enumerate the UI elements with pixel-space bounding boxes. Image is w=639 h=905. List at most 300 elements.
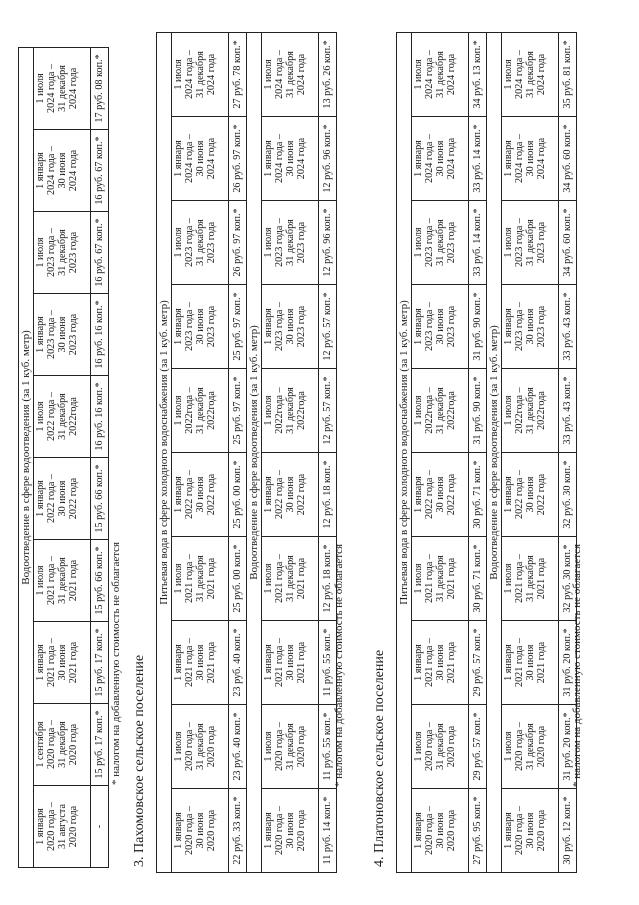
price-cell: 11 руб. 55 коп.*	[319, 621, 337, 705]
price-cell: 23 руб. 40 коп.*	[229, 621, 247, 705]
price-cell: 30 руб. 71 коп.*	[469, 453, 487, 537]
period-line: 2023 года	[296, 305, 307, 348]
price-cell: 16 руб. 67 коп.*	[91, 212, 109, 294]
period-line: 1 июля	[503, 59, 514, 90]
period-line: 2024 года –	[424, 49, 435, 99]
period-line: 2021 года –	[424, 638, 435, 687]
period-cell	[412, 32, 469, 116]
period-line: 2020 года –	[424, 722, 435, 771]
period-cell	[412, 453, 469, 537]
period-line: 1 января	[263, 308, 274, 345]
period-line: 30 июня	[525, 644, 536, 681]
period-line: 30 июня	[195, 140, 206, 177]
period-line: 30 июня	[435, 140, 446, 177]
period-line: 1 июля	[263, 59, 274, 90]
period-cell	[412, 201, 469, 285]
period-line: 2020 года –	[184, 806, 195, 855]
period-cell	[262, 369, 319, 453]
period-line: 2020 года –	[424, 806, 435, 855]
period-line: 2021 года –	[424, 554, 435, 603]
period-line: 2022 года	[446, 473, 457, 516]
period-header-row	[502, 32, 559, 872]
period-header-row	[34, 47, 91, 867]
period-line: 2023 года –	[424, 218, 435, 267]
period-line: 2023 года –	[514, 302, 525, 351]
period-line: 2024 года	[68, 149, 79, 192]
period-line: 31 декабря	[57, 557, 68, 604]
period-line: 31 декабря	[435, 51, 446, 98]
period-line: 1 января	[35, 808, 46, 845]
period-cell	[262, 117, 319, 201]
period-cell	[172, 453, 229, 537]
period-line: 2023 года –	[46, 310, 57, 359]
period-line: 31 декабря	[525, 387, 536, 434]
sewerage-tariff-table-continued	[18, 47, 109, 868]
period-line: 2023 года	[296, 221, 307, 264]
period-line: 30 июня	[435, 476, 446, 513]
period-line: 1 июля	[263, 227, 274, 258]
period-line: 2022 года	[296, 473, 307, 516]
period-line: 2022года	[68, 397, 79, 436]
period-line: 1 января	[503, 308, 514, 345]
period-line: 1 января	[35, 644, 46, 681]
period-cell	[412, 117, 469, 201]
table-caption: Водоотведение в сфере водоотведения (за 1 куб. метр)	[19, 47, 34, 867]
period-line: 2020 года –	[274, 806, 285, 855]
price-cell: 25 руб. 00 коп.*	[229, 453, 247, 537]
period-line: 1 января	[173, 308, 184, 345]
period-line: 31 декабря	[435, 387, 446, 434]
price-cell: 33 руб. 43 коп.*	[559, 369, 577, 453]
period-cell	[502, 117, 559, 201]
period-line: 1 июля	[413, 731, 424, 762]
period-line: 2021 года	[68, 559, 79, 602]
period-line: 1 июля	[263, 731, 274, 762]
period-cell	[172, 537, 229, 621]
period-line: 2020 года	[206, 809, 217, 852]
period-line: 2023 года –	[424, 302, 435, 351]
period-line: 2023 года	[446, 221, 457, 264]
price-cell: 31 руб. 20 коп.*	[559, 705, 577, 789]
water-price-row	[469, 32, 487, 872]
period-line: 31 декабря	[525, 555, 536, 602]
period-line: 2020 года –	[46, 720, 57, 769]
period-line: 1 января	[35, 480, 46, 517]
period-line: 31 декабря	[195, 219, 206, 266]
period-line: 31 декабря	[285, 51, 296, 98]
period-line: 1 января	[263, 812, 274, 849]
period-line: 30 июня	[435, 644, 446, 681]
period-line: 31 декабря	[525, 51, 536, 98]
period-line: 1 января	[413, 140, 424, 177]
period-line: 2024 года	[446, 137, 457, 180]
period-line: 1 сентября	[35, 721, 46, 768]
price-cell: 22 руб. 33 коп.*	[229, 789, 247, 873]
period-line: 2020 года	[296, 809, 307, 852]
period-line: 2023 года –	[184, 218, 195, 267]
period-line: 30 июня	[435, 812, 446, 849]
period-cell	[262, 32, 319, 116]
period-line: 2022 года –	[46, 392, 57, 441]
price-cell: 29 руб. 57 коп.*	[469, 705, 487, 789]
period-cell	[34, 540, 91, 622]
period-line: 30 июня	[57, 316, 68, 353]
period-line: 2023 года	[536, 221, 547, 264]
water-price-row	[229, 32, 247, 872]
period-line: 1 января	[263, 476, 274, 513]
period-cell	[172, 201, 229, 285]
period-cell	[34, 622, 91, 704]
period-line: 1 июля	[173, 563, 184, 594]
period-line: 2021 года	[206, 641, 217, 684]
period-line: 2021 года	[296, 557, 307, 600]
period-line: 1 января	[173, 812, 184, 849]
period-line: 2021 года	[446, 557, 457, 600]
price-cell: 26 руб. 97 коп.*	[229, 201, 247, 285]
price-cell: 33 руб. 14 коп.*	[469, 201, 487, 285]
period-line: 2023 года	[206, 305, 217, 348]
period-cell	[34, 458, 91, 540]
period-line: 1 июля	[173, 395, 184, 426]
price-cell: 33 руб. 14 коп.*	[469, 117, 487, 201]
period-line: 2021 года	[68, 641, 79, 684]
period-line: 2020 года	[446, 809, 457, 852]
price-row	[91, 47, 109, 867]
vat-footnote: * налогом на добавленную стоимость не облагается	[571, 543, 583, 787]
period-line: 1 января	[503, 140, 514, 177]
period-line: 30 июня	[285, 308, 296, 345]
period-cell	[262, 201, 319, 285]
period-line: 2024 года –	[514, 134, 525, 183]
period-line: 31 декабря	[195, 387, 206, 434]
period-line: 2023 года	[206, 221, 217, 264]
period-cell	[172, 705, 229, 789]
price-cell: 12 руб. 96 коп.*	[319, 201, 337, 285]
price-cell: 27 руб. 78 коп.*	[229, 32, 247, 116]
period-line: 31 декабря	[57, 229, 68, 276]
period-line: 2020 года	[536, 809, 547, 852]
price-cell: 25 руб. 97 коп.*	[229, 285, 247, 369]
period-line: 1 июля	[503, 227, 514, 258]
period-line: 31 декабря	[525, 723, 536, 770]
period-line: 1 июля	[263, 563, 274, 594]
period-cell	[34, 786, 91, 868]
period-line: 1 января	[173, 140, 184, 177]
period-line: 30 июня	[285, 140, 296, 177]
period-line: 1 января	[413, 812, 424, 849]
period-line: 2020 года –	[46, 802, 57, 851]
period-line: 30 июня	[525, 140, 536, 177]
period-line: 30 июня	[195, 308, 206, 345]
price-cell: 32 руб. 30 коп.*	[559, 537, 577, 621]
price-cell: 15 руб. 17 коп.*	[91, 704, 109, 786]
period-cell	[262, 705, 319, 789]
period-line: 30 июня	[57, 480, 68, 517]
period-line: 2020 года –	[274, 722, 285, 771]
period-header-row	[262, 32, 319, 872]
period-line: 1 июля	[413, 59, 424, 90]
period-line: 1 января	[503, 644, 514, 681]
section-heading: 3. Пахомовское сельское поселение	[132, 654, 147, 867]
period-line: 30 июня	[525, 476, 536, 513]
period-cell	[262, 789, 319, 873]
period-line: 1 июля	[413, 563, 424, 594]
price-cell: 16 руб. 67 коп.*	[91, 130, 109, 212]
period-line: 2024 года –	[184, 134, 195, 183]
period-line: 1 июля	[263, 395, 274, 426]
period-line: 2021 года –	[514, 554, 525, 603]
period-line: 30 июня	[285, 812, 296, 849]
period-line: 2024 года	[536, 53, 547, 96]
period-cell	[262, 453, 319, 537]
price-cell: 15 руб. 66 коп.*	[91, 458, 109, 540]
period-line: 31 декабря	[285, 723, 296, 770]
period-line: 2024 года	[296, 53, 307, 96]
period-line: 1 января	[173, 644, 184, 681]
period-cell	[34, 212, 91, 294]
price-cell: 12 руб. 18 коп.*	[319, 537, 337, 621]
period-line: 31 декабря	[57, 721, 68, 768]
period-line: 1 июля	[413, 395, 424, 426]
period-line: 2022года –	[184, 387, 195, 434]
period-line: 2020 года –	[514, 806, 525, 855]
period-cell	[502, 285, 559, 369]
period-line: 2020 года	[446, 725, 457, 768]
period-line: 2024 года	[536, 137, 547, 180]
period-line: 2021 года	[206, 557, 217, 600]
period-line: 1 июля	[35, 401, 46, 432]
period-cell	[412, 285, 469, 369]
price-cell: -	[91, 786, 109, 868]
period-line: 2021 года –	[274, 554, 285, 603]
period-line: 2024 года	[206, 137, 217, 180]
period-line: 2022 года –	[184, 470, 195, 519]
price-cell: 13 руб. 26 коп.*	[319, 32, 337, 116]
period-line: 2022 года –	[46, 474, 57, 523]
price-cell: 12 руб. 96 коп.*	[319, 117, 337, 201]
period-line: 2022 года –	[274, 470, 285, 519]
period-line: 31 декабря	[525, 219, 536, 266]
period-line: 2024 года –	[184, 49, 195, 99]
price-cell: 11 руб. 14 коп.*	[319, 789, 337, 873]
period-line: 2022 года	[536, 473, 547, 516]
period-line: 1 июля	[35, 73, 46, 104]
period-line: 2020 года	[68, 805, 79, 848]
period-line: 30 июня	[285, 476, 296, 513]
period-line: 1 июля	[173, 731, 184, 762]
period-line: 1 января	[263, 644, 274, 681]
vat-footnote: * налогом на добавленную стоимость не облагается	[333, 543, 345, 787]
period-line: 1 января	[413, 476, 424, 513]
period-cell	[412, 705, 469, 789]
price-cell: 12 руб. 57 коп.*	[319, 285, 337, 369]
price-cell: 15 руб. 17 коп.*	[91, 622, 109, 704]
period-line: 2022 года	[206, 473, 217, 516]
period-line: 31 декабря	[195, 555, 206, 602]
price-cell: 31 руб. 90 коп.*	[469, 369, 487, 453]
period-line: 2021 года	[446, 641, 457, 684]
period-line: 2024 года –	[274, 134, 285, 183]
period-line: 2020 года	[296, 725, 307, 768]
period-line: 31 декабря	[195, 51, 206, 98]
period-line: 1 июля	[503, 731, 514, 762]
period-cell	[34, 376, 91, 458]
period-line: 31 декабря	[435, 555, 446, 602]
period-cell	[34, 130, 91, 212]
period-line: 2021 года –	[46, 638, 57, 687]
period-line: 2020 года	[206, 725, 217, 768]
price-cell: 31 руб. 90 коп.*	[469, 285, 487, 369]
price-cell: 30 руб. 12 коп.*	[559, 789, 577, 873]
price-cell: 16 руб. 16 коп.*	[91, 294, 109, 376]
period-line: 1 января	[413, 644, 424, 681]
period-line: 1 января	[503, 476, 514, 513]
period-cell	[34, 704, 91, 786]
period-line: 1 июля	[35, 565, 46, 596]
period-line: 2022 года –	[424, 470, 435, 519]
period-line: 2021 года –	[514, 638, 525, 687]
period-line: 2023 года	[536, 305, 547, 348]
price-cell: 33 руб. 43 коп.*	[559, 285, 577, 369]
period-line: 2021 года –	[184, 638, 195, 687]
period-line: 31 декабря	[435, 723, 446, 770]
period-line: 31 декабря	[285, 387, 296, 434]
price-cell: 30 руб. 71 коп.*	[469, 537, 487, 621]
period-cell	[502, 369, 559, 453]
period-line: 30 июня	[435, 308, 446, 345]
period-line: 31 декабря	[195, 723, 206, 770]
period-line: 31 августа	[57, 804, 68, 849]
period-line: 1 января	[413, 308, 424, 345]
period-line: 2024 года –	[514, 49, 525, 99]
price-cell: 34 руб. 60 коп.*	[559, 201, 577, 285]
price-cell: 34 руб. 13 коп.*	[469, 32, 487, 116]
period-line: 1 июля	[503, 395, 514, 426]
period-header-row	[172, 32, 229, 872]
price-cell: 25 руб. 00 коп.*	[229, 537, 247, 621]
period-line: 2021 года –	[46, 556, 57, 605]
period-header-row	[412, 32, 469, 872]
vat-footnote: * налогом на добавленную стоимость не облагается	[110, 541, 122, 785]
price-cell: 31 руб. 20 коп.*	[559, 621, 577, 705]
period-line: 30 июня	[57, 152, 68, 189]
period-cell	[412, 789, 469, 873]
period-line: 2023 года –	[46, 228, 57, 277]
period-line: 1 июля	[413, 227, 424, 258]
price-cell: 11 руб. 55 коп.*	[319, 705, 337, 789]
sewer-table-caption: Водоотведение в сфере водоотведения (за 1 куб. метр)	[487, 32, 502, 872]
period-line: 2022года	[206, 391, 217, 430]
period-line: 30 июня	[57, 644, 68, 681]
period-line: 2023 года	[446, 305, 457, 348]
period-line: 31 декабря	[285, 219, 296, 266]
period-line: 2023 года	[68, 313, 79, 356]
period-cell	[172, 621, 229, 705]
price-cell: 12 руб. 18 коп.*	[319, 453, 337, 537]
period-line: 30 июня	[525, 308, 536, 345]
period-line: 31 декабря	[57, 393, 68, 440]
period-line: 2024 года –	[424, 134, 435, 183]
period-line: 2020 года	[536, 725, 547, 768]
period-line: 1 июля	[173, 227, 184, 258]
period-line: 2024 года –	[46, 146, 57, 195]
period-line: 2024 года –	[274, 49, 285, 99]
period-cell	[172, 789, 229, 873]
period-line: 2023 года –	[514, 218, 525, 267]
period-line: 1 июля	[35, 237, 46, 268]
water-table-caption: Питьевая вода в сфере холодного водоснабжения (за 1 куб. метр)	[397, 32, 412, 872]
period-cell	[412, 621, 469, 705]
period-line: 2021 года –	[274, 638, 285, 687]
period-line: 2022года –	[514, 387, 525, 434]
period-cell	[262, 537, 319, 621]
period-line: 1 января	[503, 812, 514, 849]
period-line: 2022 года	[68, 477, 79, 520]
period-line: 1 января	[35, 152, 46, 189]
period-line: 31 декабря	[57, 65, 68, 112]
price-cell: 17 руб. 08 коп.*	[91, 47, 109, 129]
period-cell	[34, 47, 91, 129]
section-heading: 4. Платоновское сельское поселение	[372, 649, 387, 867]
period-line: 2021 года	[296, 641, 307, 684]
period-cell	[34, 294, 91, 376]
period-line: 2022года –	[274, 387, 285, 434]
period-line: 30 июня	[195, 644, 206, 681]
period-line: 30 июня	[285, 644, 296, 681]
period-cell	[502, 621, 559, 705]
period-line: 2020 года –	[514, 722, 525, 771]
period-line: 2021 года	[536, 557, 547, 600]
period-line: 2022года	[536, 391, 547, 430]
platonovskoe-tariff-table	[396, 32, 577, 873]
period-line: 2021 года	[536, 641, 547, 684]
period-line: 2023 года –	[274, 302, 285, 351]
period-line: 1 января	[35, 316, 46, 353]
price-cell: 25 руб. 97 коп.*	[229, 369, 247, 453]
water-table-caption: Питьевая вода в сфере холодного водоснабжения (за 1 куб. метр)	[157, 32, 172, 872]
period-line: 2024 года	[206, 53, 217, 96]
period-line: 2020 года –	[184, 722, 195, 771]
period-line: 30 июня	[195, 812, 206, 849]
period-line: 2024 года	[296, 137, 307, 180]
period-cell	[502, 453, 559, 537]
period-cell	[172, 369, 229, 453]
period-line: 30 июня	[525, 812, 536, 849]
period-line: 2023 года –	[184, 302, 195, 351]
price-cell: 27 руб. 95 коп.*	[469, 789, 487, 873]
period-line: 2021 года –	[184, 554, 195, 603]
period-cell	[172, 117, 229, 201]
period-line: 2023 года	[68, 231, 79, 274]
price-cell: 29 руб. 57 коп.*	[469, 621, 487, 705]
price-cell: 23 руб. 40 коп.*	[229, 705, 247, 789]
period-cell	[502, 789, 559, 873]
period-cell	[502, 201, 559, 285]
price-cell: 35 руб. 81 коп.*	[559, 32, 577, 116]
period-line: 2024 года	[446, 53, 457, 96]
period-line: 1 июля	[173, 59, 184, 90]
period-cell	[172, 32, 229, 116]
price-cell: 12 руб. 57 коп.*	[319, 369, 337, 453]
price-cell: 26 руб. 97 коп.*	[229, 117, 247, 201]
period-line: 2022года	[296, 391, 307, 430]
price-cell: 34 руб. 60 коп.*	[559, 117, 577, 201]
period-line: 1 января	[263, 140, 274, 177]
period-line: 2022 года –	[514, 470, 525, 519]
period-cell	[262, 285, 319, 369]
period-line: 2024 года	[68, 67, 79, 110]
period-cell	[502, 705, 559, 789]
